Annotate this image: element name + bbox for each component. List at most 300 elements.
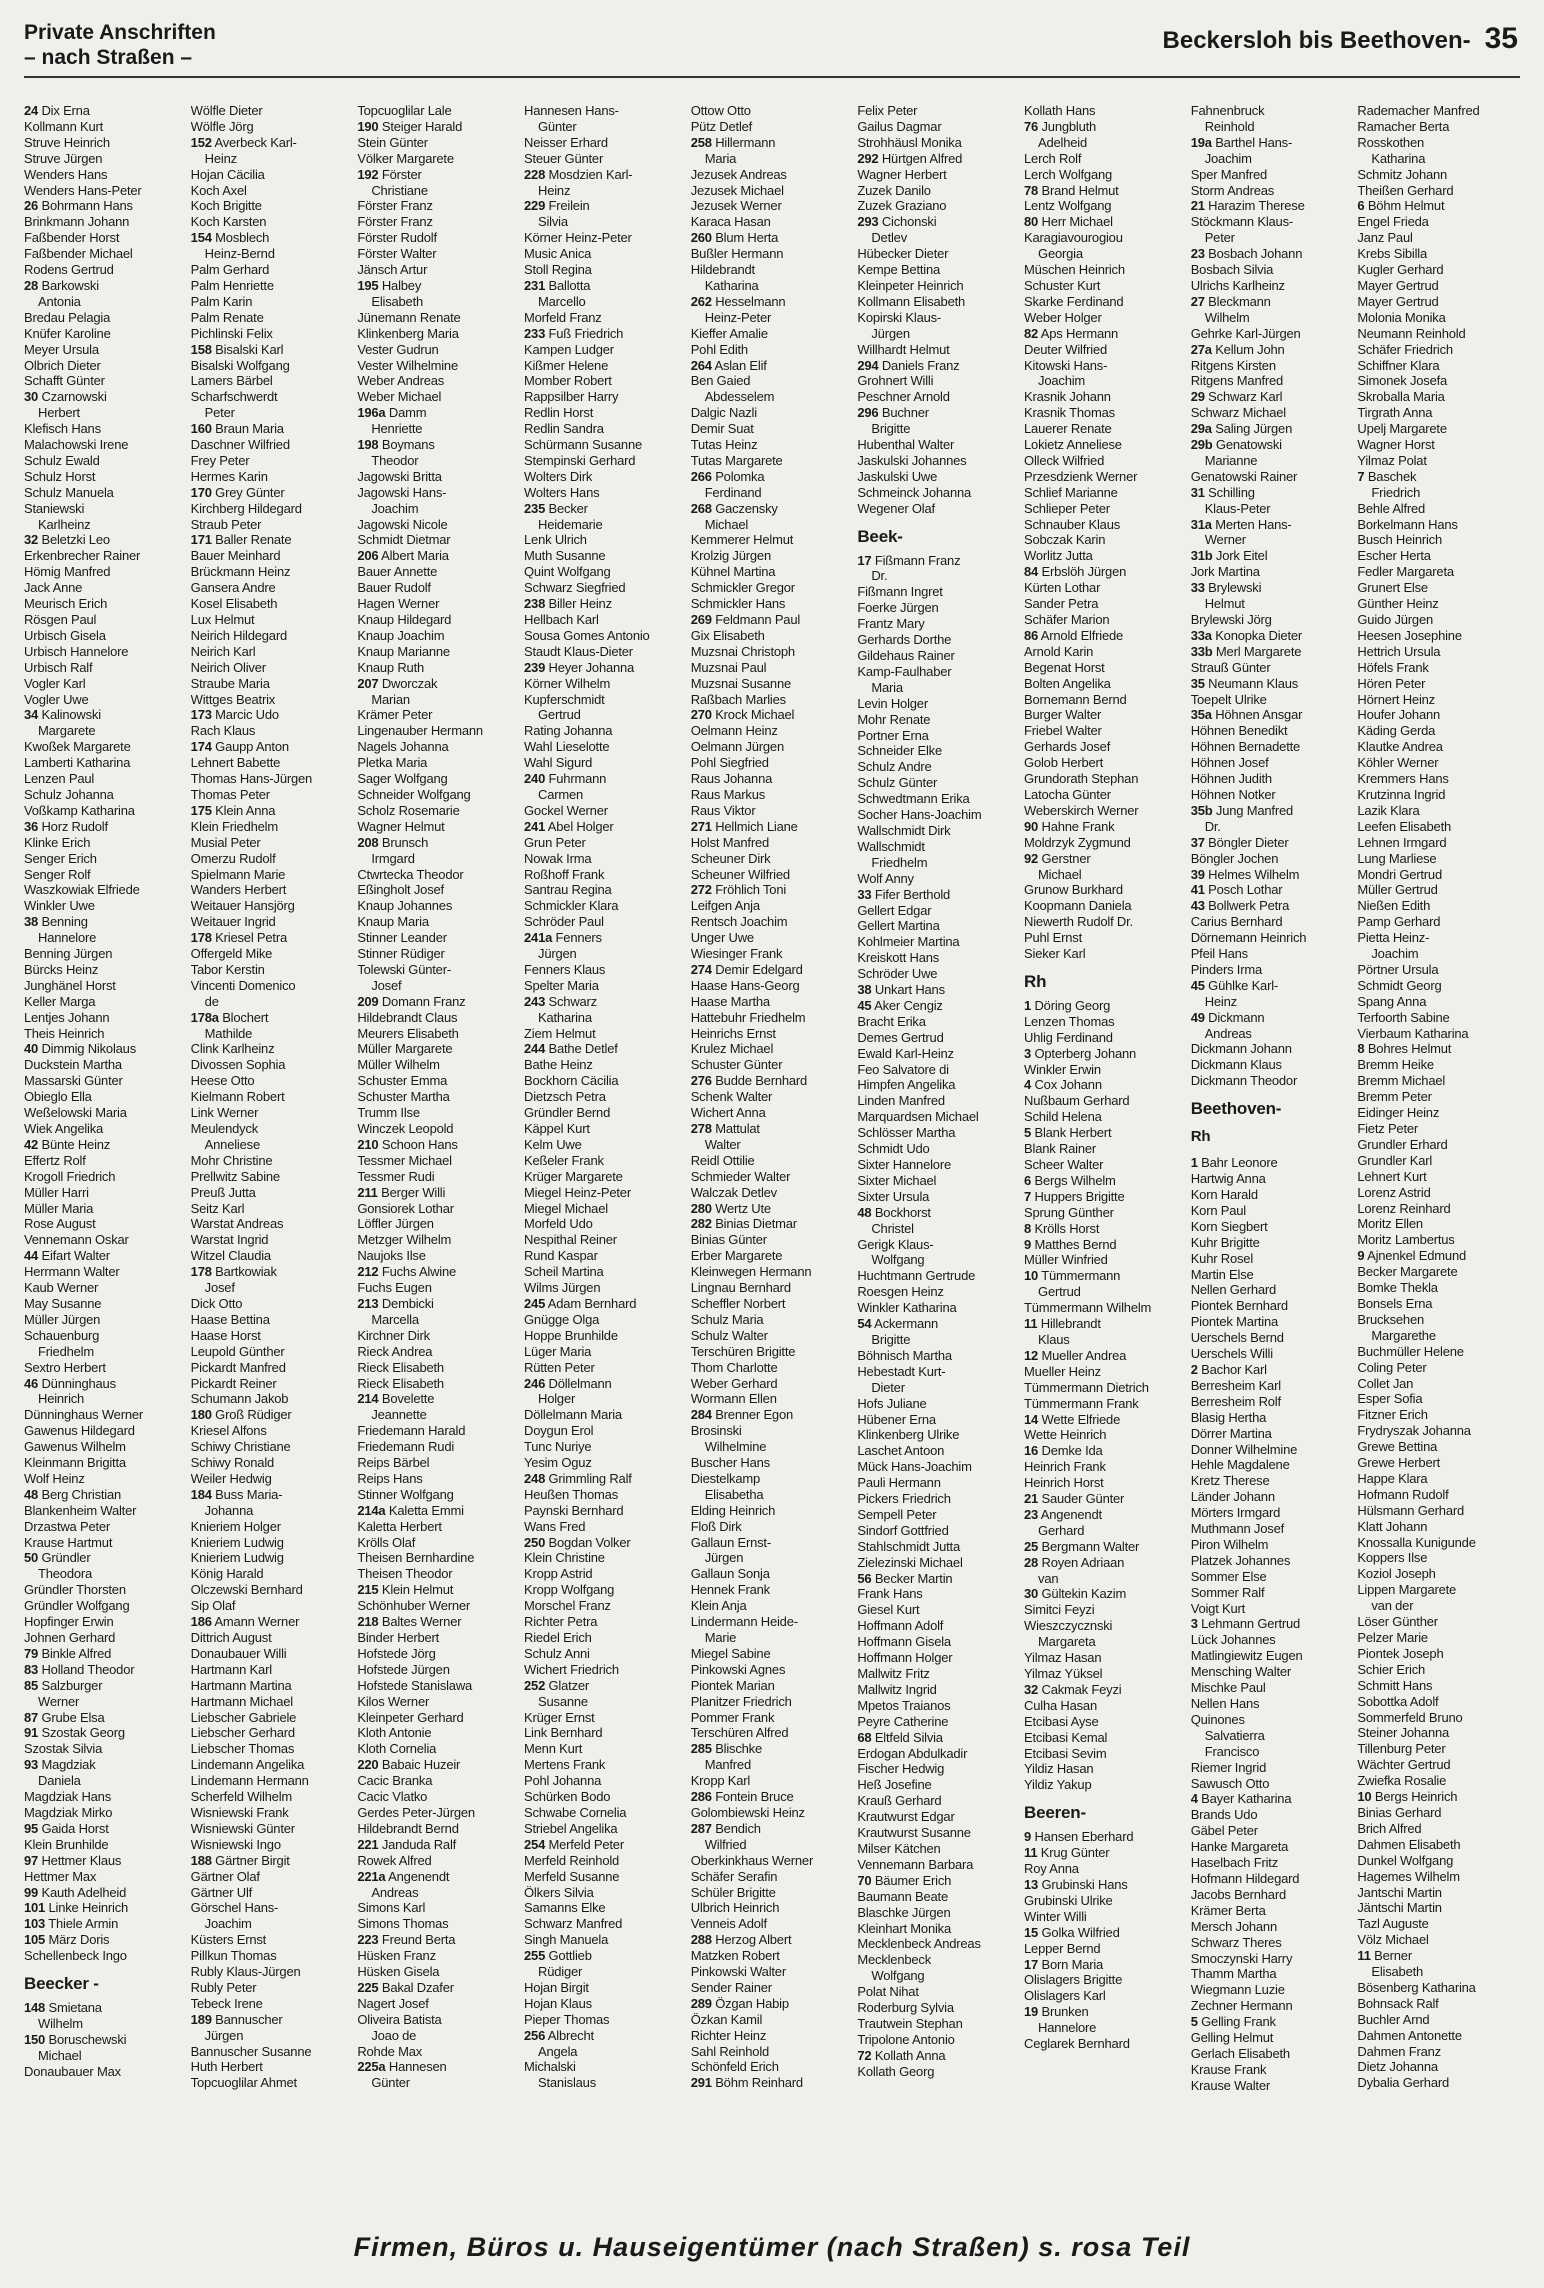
resident-entry: Korn Siegbert bbox=[1190, 1218, 1268, 1234]
resident-entry: Schmieder Walter bbox=[690, 1168, 791, 1184]
resident-entry: Erkenbrecher Rainer bbox=[24, 548, 141, 564]
resident-entry: Gerhards Dorthe bbox=[857, 632, 952, 648]
resident-entry: Santrau Regina bbox=[524, 882, 612, 898]
resident-entry: Hartmann Michael bbox=[190, 1693, 293, 1709]
resident-entry: Grewe Bettina bbox=[1357, 1439, 1438, 1455]
resident-entry: Theisen Theodor bbox=[357, 1566, 453, 1582]
address-columns bbox=[24, 103, 1524, 2168]
resident-entry: Völz Michael bbox=[1357, 1932, 1429, 1948]
resident-entry: Voigt Kurt bbox=[1190, 1600, 1246, 1616]
resident-entry: Terschüren Brigitte bbox=[690, 1343, 796, 1359]
resident-entry: Höhnen Benedikt bbox=[1190, 723, 1288, 739]
resident-entry: Sander Petra bbox=[1024, 596, 1099, 612]
house-number-entry: 11 Krug Günter bbox=[1024, 1845, 1110, 1861]
resident-entry: Jagowski Hans- bbox=[357, 484, 447, 500]
resident-entry: Gerhards Josef bbox=[1024, 739, 1111, 755]
resident-entry: Wilms Jürgen bbox=[524, 1280, 601, 1296]
entry-continuation: Joachim bbox=[371, 500, 419, 516]
resident-entry: Grundler Karl bbox=[1357, 1152, 1433, 1168]
resident-entry: Morfeld Franz bbox=[524, 309, 602, 325]
resident-entry: Gerigk Klaus- bbox=[857, 1236, 934, 1252]
resident-entry: Upelj Margarete bbox=[1357, 421, 1447, 437]
resident-entry: Dahmen Franz bbox=[1357, 2043, 1441, 2059]
house-number-entry: 289 Özgan Habip bbox=[690, 1995, 789, 2011]
street-heading: Rh bbox=[1024, 971, 1047, 991]
house-number-entry: 244 Bathe Detlef bbox=[524, 1041, 618, 1057]
resident-entry: Leupold Günther bbox=[190, 1343, 285, 1359]
resident-entry: Niewerth Rudolf Dr. bbox=[1024, 914, 1133, 930]
resident-entry: Wahl Lieselotte bbox=[524, 739, 610, 755]
house-number-entry: 221 Janduda Ralf bbox=[357, 1836, 457, 1852]
resident-entry: Erdogan Abdulkadir bbox=[857, 1745, 968, 1761]
resident-entry: Berresheim Rolf bbox=[1190, 1393, 1281, 1409]
house-number-entry: 272 Fröhlich Toni bbox=[690, 882, 787, 898]
resident-entry: Spang Anna bbox=[1357, 993, 1427, 1009]
resident-entry: Jaskulski Uwe bbox=[857, 468, 938, 484]
entry-continuation: Abdesselem bbox=[704, 389, 775, 405]
resident-entry: Rieck Andrea bbox=[357, 1343, 433, 1359]
resident-entry: Schulz Maria bbox=[690, 1311, 764, 1327]
resident-entry: Skroballa Maria bbox=[1357, 389, 1445, 405]
resident-entry: Mischke Paul bbox=[1190, 1680, 1266, 1696]
resident-entry: Hoffmann Gisela bbox=[857, 1634, 951, 1650]
house-number-entry: 23 Bosbach Johann bbox=[1190, 246, 1303, 262]
house-number-entry: 11 Hillebrandt bbox=[1024, 1316, 1101, 1332]
house-number-entry: 35 Neumann Klaus bbox=[1190, 675, 1299, 691]
resident-entry: Kleinpeter Gerhard bbox=[357, 1709, 464, 1725]
section-heading bbox=[24, 20, 216, 70]
resident-entry: Winkler Katharina bbox=[857, 1300, 957, 1316]
entry-continuation: Günter bbox=[371, 2075, 410, 2091]
resident-entry: Jünemann Renate bbox=[357, 309, 461, 325]
resident-entry: Koch Karsten bbox=[190, 214, 267, 230]
house-number-entry: 37 Böngler Dieter bbox=[1190, 834, 1289, 850]
house-number-entry: 12 Mueller Andrea bbox=[1024, 1347, 1127, 1363]
resident-entry: Trumm Ilse bbox=[357, 1105, 420, 1121]
resident-entry: Ulbrich Heinrich bbox=[690, 1900, 780, 1916]
resident-entry: Kosel Elisabeth bbox=[190, 596, 278, 612]
resident-entry: Schulz Manuela bbox=[24, 484, 114, 500]
resident-entry: Knaup Maria bbox=[357, 914, 429, 930]
resident-entry: Yesim Oguz bbox=[524, 1455, 592, 1471]
resident-entry: Löser Günther bbox=[1357, 1614, 1438, 1630]
resident-entry: Körner Wilhelm bbox=[524, 675, 611, 691]
resident-entry: Hildebrandt Bernd bbox=[357, 1820, 459, 1836]
resident-entry: Huth Herbert bbox=[190, 2059, 263, 2075]
house-number-entry: 28 Barkowski bbox=[24, 277, 99, 293]
resident-entry: Stöckmann Klaus- bbox=[1190, 214, 1293, 230]
resident-entry: Warstat Ingrid bbox=[190, 1232, 269, 1248]
resident-entry: Krause Frank bbox=[1190, 2061, 1267, 2077]
resident-entry: Gansera Andre bbox=[190, 580, 276, 596]
entry-continuation: Andreas bbox=[371, 1884, 419, 1900]
house-number-entry: 93 Magdziak bbox=[24, 1757, 96, 1773]
house-number-entry: 33 Brylewski bbox=[1190, 580, 1262, 596]
resident-entry: Socher Hans-Joachim bbox=[857, 807, 982, 823]
house-number-entry: 6 Bergs Wilhelm bbox=[1024, 1172, 1116, 1188]
house-number-entry: 235 Becker bbox=[524, 500, 588, 516]
resident-entry: Krebs Sibilla bbox=[1357, 246, 1428, 262]
entry-continuation: Reinhold bbox=[1204, 118, 1255, 134]
resident-entry: Jäntschi Martin bbox=[1357, 1900, 1442, 1916]
resident-entry: Raus Viktor bbox=[690, 802, 756, 818]
resident-entry: Körner Heinz-Peter bbox=[524, 230, 632, 246]
resident-entry: König Harald bbox=[190, 1566, 264, 1582]
resident-entry: Thom Charlotte bbox=[690, 1359, 778, 1375]
resident-entry: Schlösser Martha bbox=[857, 1125, 956, 1141]
resident-entry: Kaletta Herbert bbox=[357, 1518, 442, 1534]
resident-entry: Pohl Siegfried bbox=[690, 755, 769, 771]
resident-entry: Fenners Klaus bbox=[524, 961, 606, 977]
resident-entry: Schmidt Dietmar bbox=[357, 532, 451, 548]
resident-entry: Käppel Kurt bbox=[524, 1121, 590, 1136]
resident-entry: Hattebuhr Friedhelm bbox=[690, 1009, 806, 1025]
resident-entry: Lenzen Paul bbox=[24, 771, 95, 787]
resident-entry: Heinrichs Ernst bbox=[690, 1025, 776, 1041]
resident-entry: Krämer Berta bbox=[1190, 1902, 1266, 1918]
house-number-entry: 33 Fifer Berthold bbox=[857, 886, 951, 902]
resident-entry: Olczewski Bernhard bbox=[190, 1582, 303, 1598]
resident-entry: Schellenbeck Ingo bbox=[24, 1948, 127, 1964]
entry-continuation: Joachim bbox=[204, 1916, 252, 1932]
resident-entry: Brands Udo bbox=[1190, 1807, 1258, 1823]
address-column bbox=[1357, 103, 1524, 2168]
house-number-entry: 48 Bockhorst bbox=[857, 1204, 931, 1220]
resident-entry: Gailus Dagmar bbox=[857, 118, 942, 134]
resident-entry: Urbisch Hannelore bbox=[24, 643, 129, 659]
resident-entry: Klinke Erich bbox=[24, 834, 91, 850]
resident-entry: Gerlach Elisabeth bbox=[1190, 2045, 1290, 2061]
resident-entry: Schwarz Michael bbox=[1190, 405, 1286, 421]
resident-entry: Muthmann Josef bbox=[1190, 1521, 1285, 1537]
resident-entry: Gäbel Peter bbox=[1190, 1823, 1258, 1839]
resident-entry: Bohnsack Ralf bbox=[1357, 1995, 1439, 2011]
resident-entry: Kollmann Elisabeth bbox=[857, 293, 966, 309]
resident-entry: Hülsmann Gerhard bbox=[1357, 1502, 1465, 1518]
resident-entry: Lindermann Heide- bbox=[690, 1614, 798, 1630]
resident-entry: Tillenburg Peter bbox=[1357, 1741, 1446, 1757]
house-number-entry: 16 Demke Ida bbox=[1024, 1443, 1103, 1459]
resident-entry: Rieck Elisabeth bbox=[357, 1375, 444, 1391]
resident-entry: Lindemann Hermann bbox=[190, 1773, 309, 1789]
resident-entry: Burger Walter bbox=[1024, 707, 1102, 723]
resident-entry: Keller Marga bbox=[24, 993, 96, 1009]
entry-continuation: Heinz bbox=[1204, 993, 1237, 1009]
entry-continuation: Heinz bbox=[204, 150, 237, 166]
house-number-entry: 170 Grey Günter bbox=[190, 484, 285, 500]
resident-entry: Merfeld Susanne bbox=[524, 1868, 620, 1884]
resident-entry: Effertz Rolf bbox=[24, 1152, 86, 1168]
house-number-entry: 24 Dix Erna bbox=[24, 103, 90, 118]
resident-entry: Schnauber Klaus bbox=[1024, 516, 1121, 532]
resident-entry: Knieriem Holger bbox=[190, 1518, 281, 1534]
resident-entry: Kieffer Amalie bbox=[690, 325, 768, 341]
resident-entry: Krüger Ernst bbox=[524, 1709, 595, 1725]
house-number-entry: 9 Hansen Eberhard bbox=[1024, 1829, 1134, 1845]
resident-entry: Weber Gerhard bbox=[690, 1375, 778, 1391]
house-number-entry: 95 Gaida Horst bbox=[24, 1820, 109, 1836]
resident-entry: Pletka Maria bbox=[357, 755, 428, 771]
resident-entry: Jagowski Britta bbox=[357, 468, 442, 484]
entry-continuation: Elisabeth bbox=[371, 293, 424, 309]
resident-entry: Scharfschwerdt bbox=[190, 389, 278, 405]
house-number-entry: 225a Hannesen bbox=[357, 2059, 447, 2075]
resident-entry: Pfeil Hans bbox=[1190, 946, 1248, 962]
resident-entry: Kaub Werner bbox=[24, 1280, 99, 1296]
resident-entry: Fuchs Eugen bbox=[357, 1280, 432, 1296]
entry-continuation: Herbert bbox=[38, 405, 80, 421]
resident-entry: Molonia Monika bbox=[1357, 309, 1446, 325]
resident-entry: Raus Markus bbox=[690, 786, 766, 802]
house-number-entry: 50 Gründler bbox=[24, 1550, 91, 1566]
resident-entry: Straub Peter bbox=[190, 516, 262, 532]
resident-entry: Kühnel Martina bbox=[690, 564, 776, 580]
resident-entry: Lorenz Astrid bbox=[1357, 1184, 1431, 1200]
resident-entry: Sender Rainer bbox=[690, 1979, 772, 1995]
resident-entry: Meyer Ursula bbox=[24, 341, 99, 357]
house-number-entry: 274 Demir Edelgard bbox=[690, 961, 803, 977]
house-number-entry: 33a Konopka Dieter bbox=[1190, 627, 1303, 643]
resident-entry: Fahnenbruck bbox=[1190, 103, 1265, 118]
resident-entry: Bösenberg Katharina bbox=[1357, 1979, 1476, 1995]
house-number-entry: 209 Domann Franz bbox=[357, 993, 466, 1009]
resident-entry: Meurisch Erich bbox=[24, 596, 108, 612]
resident-entry: Massarski Günter bbox=[24, 1073, 123, 1089]
house-number-entry: 214a Kaletta Emmi bbox=[357, 1502, 464, 1518]
resident-entry: Günther Heinz bbox=[1357, 596, 1439, 612]
resident-entry: Hören Peter bbox=[1357, 675, 1426, 691]
resident-entry: Smoczynski Harry bbox=[1190, 1950, 1293, 1966]
resident-entry: Mohr Christine bbox=[190, 1152, 273, 1168]
resident-entry: Sommerfeld Bruno bbox=[1357, 1709, 1463, 1725]
entry-continuation: Hannelore bbox=[38, 930, 97, 946]
resident-entry: Kirchner Dirk bbox=[357, 1327, 430, 1343]
resident-entry: Kampen Ludger bbox=[524, 341, 614, 357]
entry-continuation: Helmut bbox=[1204, 596, 1245, 612]
resident-entry: Friedemann Rudi bbox=[357, 1439, 455, 1455]
resident-entry: Reips Hans bbox=[357, 1470, 423, 1486]
resident-entry: Mörters Irmgard bbox=[1190, 1505, 1281, 1521]
resident-entry: Sper Manfred bbox=[1190, 166, 1268, 182]
resident-entry: Sousa Gomes Antonio bbox=[524, 627, 650, 643]
resident-entry: Krüger Margarete bbox=[524, 1168, 623, 1184]
resident-entry: Scheuner Dirk bbox=[690, 850, 771, 866]
resident-entry: Karaca Hasan bbox=[690, 214, 771, 230]
entry-continuation: Jürgen bbox=[538, 946, 577, 962]
resident-entry: Rose August bbox=[24, 1216, 96, 1232]
entry-continuation: Friedhelm bbox=[871, 854, 928, 870]
resident-entry: Yildiz Hasan bbox=[1024, 1761, 1094, 1777]
resident-entry: Borkelmann Hans bbox=[1357, 516, 1458, 532]
resident-entry: Seitz Karl bbox=[190, 1200, 245, 1216]
resident-entry: Ritgens Kirsten bbox=[1190, 357, 1276, 373]
resident-entry: Ulrichs Karlheinz bbox=[1190, 277, 1285, 293]
resident-entry: Kleinpeter Heinrich bbox=[857, 277, 964, 293]
resident-entry: Tessmer Rudi bbox=[357, 1168, 435, 1184]
resident-entry: Richter Heinz bbox=[690, 2027, 767, 2043]
resident-entry: Scheuner Wilfried bbox=[690, 866, 790, 882]
resident-entry: Raus Johanna bbox=[690, 771, 773, 787]
resident-entry: Piontek Martina bbox=[1190, 1314, 1279, 1330]
resident-entry: Moritz Ellen bbox=[1357, 1216, 1423, 1232]
resident-entry: Klinkenberg Maria bbox=[357, 325, 459, 341]
house-number-entry: 25 Bergmann Walter bbox=[1024, 1538, 1140, 1554]
resident-entry: Przesdzienk Werner bbox=[1024, 468, 1138, 484]
resident-entry: Cacic Branka bbox=[357, 1773, 433, 1789]
resident-entry: Lentjes Johann bbox=[24, 1009, 110, 1025]
resident-entry: Junghänel Horst bbox=[24, 977, 116, 993]
house-number-entry: 152 Averbeck Karl- bbox=[190, 134, 297, 150]
resident-entry: Muth Susanne bbox=[524, 548, 606, 564]
resident-entry: Urbisch Ralf bbox=[24, 659, 93, 675]
house-number-entry: 196a Damm bbox=[357, 405, 427, 421]
entry-continuation: de bbox=[204, 993, 219, 1009]
resident-entry: Kielmann Robert bbox=[190, 1089, 285, 1105]
resident-entry: Daschner Wilfried bbox=[190, 437, 290, 453]
house-number-entry: 154 Mosblech bbox=[190, 230, 270, 246]
resident-entry: Rund Kaspar bbox=[524, 1248, 598, 1264]
house-number-entry: 49 Dickmann bbox=[1190, 1009, 1265, 1025]
resident-entry: Tümmermann Frank bbox=[1024, 1395, 1139, 1411]
resident-entry: Blank Rainer bbox=[1024, 1141, 1097, 1157]
house-number-entry: 184 Buss Maria- bbox=[190, 1486, 283, 1502]
resident-entry: Kamp-Faulhaber bbox=[857, 663, 952, 679]
resident-entry: Kloth Antonie bbox=[357, 1725, 432, 1741]
resident-entry: Malachowski Irene bbox=[24, 437, 129, 453]
entry-continuation: Antonia bbox=[38, 293, 81, 309]
resident-entry: Schmidt Georg bbox=[1357, 977, 1442, 993]
resident-entry: Moritz Lambertus bbox=[1357, 1232, 1455, 1248]
entry-continuation: Klaus bbox=[1038, 1331, 1070, 1347]
resident-entry: Uhlig Ferdinand bbox=[1024, 1029, 1113, 1045]
entry-continuation: Gerhard bbox=[1038, 1522, 1085, 1538]
resident-entry: Lippen Margarete bbox=[1357, 1582, 1457, 1598]
resident-entry: Rohde Max bbox=[357, 2043, 423, 2059]
house-number-entry: 26 Bohrmann Hans bbox=[24, 198, 133, 214]
resident-entry: Hömig Manfred bbox=[24, 564, 111, 580]
street-heading: Rh bbox=[1190, 1128, 1211, 1146]
house-number-entry: 43 Bollwerk Petra bbox=[1190, 898, 1290, 914]
entry-continuation: Dieter bbox=[871, 1379, 905, 1395]
resident-entry: Dickmann Johann bbox=[1190, 1041, 1292, 1057]
house-number-entry: 258 Hillermann bbox=[690, 134, 776, 150]
house-number-entry: 19 Brunken bbox=[1024, 2004, 1089, 2020]
house-number-entry: 250 Bogdan Volker bbox=[524, 1534, 631, 1550]
resident-entry: Bomke Thekla bbox=[1357, 1280, 1438, 1296]
entry-continuation: Wolfgang bbox=[871, 1252, 925, 1268]
entry-continuation: Mathilde bbox=[204, 1025, 253, 1041]
resident-entry: Simons Thomas bbox=[357, 1916, 449, 1932]
house-number-entry: 78 Brand Helmut bbox=[1024, 182, 1119, 198]
house-number-entry: 5 Blank Herbert bbox=[1024, 1125, 1112, 1141]
resident-entry: Rubly Peter bbox=[190, 1979, 257, 1995]
resident-entry: Janz Paul bbox=[1357, 230, 1413, 246]
resident-entry: Dybalia Gerhard bbox=[1357, 2075, 1450, 2091]
house-number-entry: 38 Unkart Hans bbox=[857, 982, 945, 998]
resident-entry: Vincenti Domenico bbox=[190, 977, 296, 993]
entry-continuation: Werner bbox=[1204, 532, 1246, 548]
resident-entry: Yilmaz Yüksel bbox=[1024, 1666, 1103, 1681]
resident-entry: Schmitt Hans bbox=[1357, 1677, 1433, 1693]
resident-entry: Magdziak Hans bbox=[24, 1789, 111, 1805]
resident-entry: Höfels Frank bbox=[1357, 659, 1429, 675]
resident-entry: Koch Brigitte bbox=[190, 198, 262, 214]
resident-entry: Schmidt Udo bbox=[857, 1141, 930, 1157]
resident-entry: Zechner Hermann bbox=[1190, 1998, 1293, 2014]
entry-continuation: Günter bbox=[538, 118, 577, 134]
resident-entry: Piontek Joseph bbox=[1357, 1645, 1444, 1661]
resident-entry: Omerzu Rudolf bbox=[190, 850, 276, 866]
resident-entry: Vester Gudrun bbox=[357, 341, 439, 357]
resident-entry: Houfer Johann bbox=[1357, 707, 1441, 723]
resident-entry: Schwabe Cornelia bbox=[524, 1804, 627, 1820]
house-number-entry: 211 Berger Willi bbox=[357, 1184, 446, 1200]
resident-entry: Höhnen Notker bbox=[1190, 786, 1276, 802]
entry-continuation: Gertrud bbox=[538, 707, 581, 723]
entry-continuation: Michael bbox=[1038, 866, 1082, 882]
house-number-entry: 285 Blischke bbox=[690, 1741, 763, 1757]
resident-entry: Lindemann Angelika bbox=[190, 1757, 305, 1773]
entry-continuation: Joachim bbox=[1371, 946, 1419, 962]
resident-entry: Johnen Gerhard bbox=[24, 1630, 116, 1645]
resident-entry: Rach Klaus bbox=[190, 723, 256, 739]
entry-continuation: Marie bbox=[704, 1630, 737, 1645]
resident-entry: Rosskothen bbox=[1357, 134, 1425, 150]
resident-entry: Lehnen Irmgard bbox=[1357, 834, 1447, 850]
house-number-entry: 207 Dworczak bbox=[357, 675, 438, 691]
entry-continuation: Dr. bbox=[1204, 818, 1221, 834]
resident-entry: Schumann Jakob bbox=[190, 1391, 289, 1407]
resident-entry: Lück Johannes bbox=[1190, 1632, 1276, 1648]
resident-entry: Gnügge Olga bbox=[524, 1311, 600, 1327]
resident-entry: Sahl Reinhold bbox=[690, 2043, 770, 2059]
house-number-entry: 23 Angenendt bbox=[1024, 1506, 1102, 1522]
entry-continuation: Michael bbox=[38, 2047, 82, 2063]
resident-entry: Voßkamp Katharina bbox=[24, 802, 135, 818]
resident-entry: Schlief Marianne bbox=[1024, 484, 1118, 500]
house-number-entry: 27a Kellum John bbox=[1190, 341, 1285, 357]
resident-entry: Lenk Ulrich bbox=[524, 532, 587, 548]
resident-entry: Heß Josefine bbox=[857, 1777, 932, 1793]
house-number-entry: 19a Barthel Hans- bbox=[1190, 134, 1293, 150]
resident-entry: Kißmer Helene bbox=[524, 357, 609, 373]
resident-entry: Kropp Wolfgang bbox=[524, 1582, 615, 1598]
resident-entry: Knaup Joachim bbox=[357, 627, 445, 643]
resident-entry: Jork Martina bbox=[1190, 564, 1260, 580]
resident-entry: Böngler Jochen bbox=[1190, 850, 1279, 866]
resident-entry: Ölkers Silvia bbox=[524, 1884, 594, 1900]
resident-entry: Nellen Hans bbox=[1190, 1696, 1260, 1711]
resident-entry: Kollath Hans bbox=[1024, 103, 1096, 118]
resident-entry: Hüsken Gisela bbox=[357, 1964, 440, 1980]
resident-entry: Kleinwegen Hermann bbox=[690, 1264, 812, 1280]
resident-entry: Schulz Horst bbox=[24, 468, 96, 484]
house-number-entry: 27 Bleckmann bbox=[1190, 293, 1271, 309]
house-number-entry: 198 Boymans bbox=[357, 437, 435, 453]
resident-entry: Tutas Heinz bbox=[690, 437, 758, 453]
resident-entry: Klein Friedhelm bbox=[190, 818, 278, 834]
resident-entry: Cacic Vlatko bbox=[357, 1789, 428, 1805]
heading-line-2: – nach Straßen – bbox=[24, 46, 193, 69]
resident-entry: Pinkowski Agnes bbox=[690, 1661, 786, 1677]
resident-entry: Steiner Johanna bbox=[1357, 1725, 1450, 1741]
resident-entry: Gallaun Sonja bbox=[690, 1566, 770, 1582]
resident-entry: Wahl Sigurd bbox=[524, 755, 593, 771]
house-number-entry: 4 Cox Johann bbox=[1024, 1077, 1102, 1093]
resident-entry: Terschüren Alfred bbox=[690, 1725, 789, 1741]
resident-entry: Striebel Angelika bbox=[524, 1820, 618, 1836]
resident-entry: Dörrer Martina bbox=[1190, 1425, 1272, 1441]
